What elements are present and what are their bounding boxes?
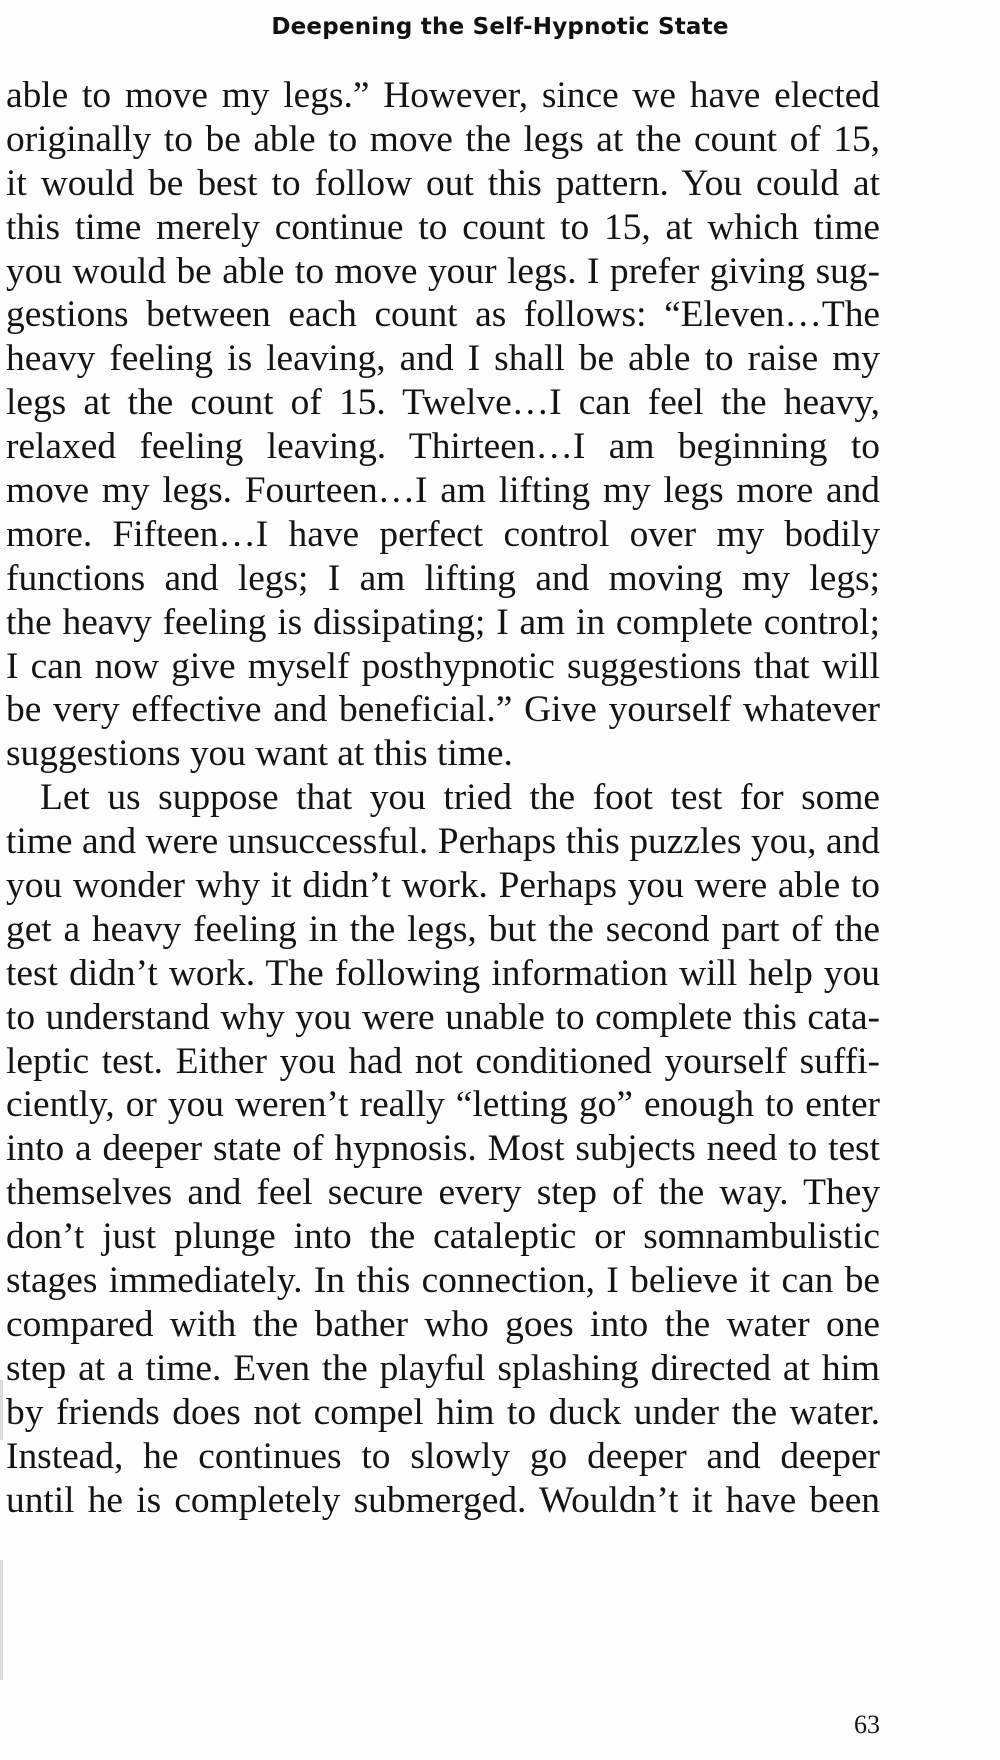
paragraph-1 xyxy=(6,74,880,776)
text-line: step at a time. Even the playful splashing directed at him xyxy=(6,1347,880,1389)
text-line: you wonder why it didn’t work. Perhaps you were able to xyxy=(6,865,880,907)
text-line: until he is completely submerged. Wouldn’t it have been xyxy=(6,1479,880,1521)
text-line: stages immediately. In this connection, I believe it can be xyxy=(6,1260,880,1302)
text-line: time and were unsuccessful. Perhaps this puzzles you, and xyxy=(6,821,880,863)
text-line: ciently, or you weren’t really “letting go” enough to enter xyxy=(6,1084,880,1126)
text-line: legs at the count of 15. Twelve…I can feel the heavy, xyxy=(6,382,880,424)
paragraph-2 xyxy=(6,776,880,1522)
text-line: into a deeper state of hypnosis. Most subjects need to test xyxy=(6,1128,880,1170)
text-line: you would be able to move your legs. I prefer giving sug- xyxy=(6,250,880,292)
text-line: it would be best to follow out this pattern. You could at xyxy=(6,162,880,204)
text-line: compared with the bather who goes into the water one xyxy=(6,1303,880,1345)
text-line: by friends does not compel him to duck under the water. xyxy=(6,1391,880,1433)
text-line: gestions between each count as follows: “Eleven…The xyxy=(6,294,880,336)
text-line: originally to be able to move the legs at the count of 15, xyxy=(6,118,880,160)
text-line: Instead, he continues to slowly go deeper and deeper xyxy=(6,1435,880,1477)
text-line: able to move my legs.” However, since we have elected xyxy=(6,75,880,116)
text-line: more. Fifteen…I have perfect control over my bodily xyxy=(6,513,880,555)
text-line: Let us suppose that you tried the foot test for some xyxy=(40,777,880,819)
scan-gutter-mark xyxy=(0,1380,3,1440)
text-line: the heavy feeling is dissipating; I am in complete control; xyxy=(6,601,880,643)
text-line: get a heavy feeling in the legs, but the second part of the xyxy=(6,908,880,950)
text-line: functions and legs; I am lifting and moving my legs; xyxy=(6,557,880,599)
text-line: this time merely continue to count to 15, at which time xyxy=(6,206,880,248)
text-line: don’t just plunge into the cataleptic or somnambulistic xyxy=(6,1216,880,1258)
text-line: be very effective and beneficial.” Give yourself whatever xyxy=(6,689,880,731)
text-line: to understand why you were unable to complete this cata- xyxy=(6,996,880,1038)
text-line: test didn’t work. The following information will help you xyxy=(6,952,880,994)
text-line: move my legs. Fourteen…I am lifting my legs more and xyxy=(6,470,880,512)
page-number: 63 xyxy=(854,1710,880,1739)
text-line: heavy feeling is leaving, and I shall be able to raise my xyxy=(6,338,880,380)
text-line: suggestions you want at this time. xyxy=(6,733,513,775)
text-line: relaxed feeling leaving. Thirteen…I am beginning to xyxy=(6,426,880,468)
text-line: leptic test. Either you had not conditioned yourself suffi- xyxy=(6,1040,880,1082)
running-head-title: Deepening the Self-Hypnotic State xyxy=(271,14,729,40)
text-line: themselves and feel secure every step of the way. They xyxy=(6,1172,880,1214)
text-line: I can now give myself posthypnotic suggestions that will xyxy=(6,645,880,687)
scan-gutter-mark xyxy=(0,1560,3,1680)
body-text xyxy=(6,74,880,1522)
